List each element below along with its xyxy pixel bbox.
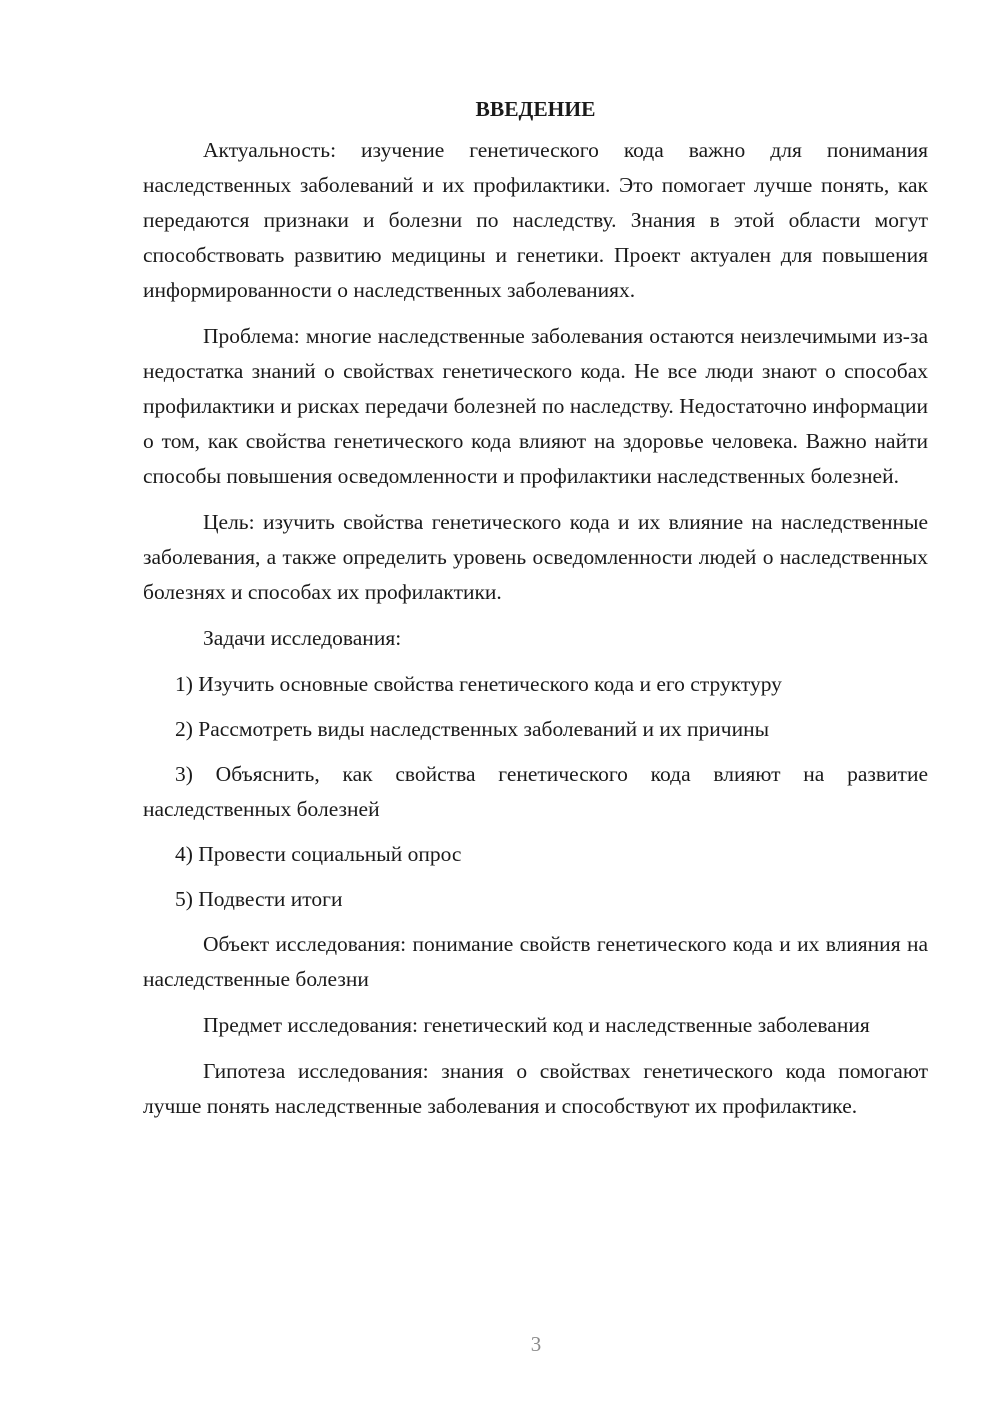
task-item: 1) Изучить основные свойства генетического кода и его структуру <box>175 672 782 696</box>
subject-paragraph: Предмет исследования: генетический код и наследственные заболевания <box>203 1013 870 1037</box>
tasks-label: Задачи исследования: <box>203 626 402 650</box>
object-paragraph: Объект исследования: понимание свойств генетического кода и их влияния на наследственные болезни <box>143 932 928 991</box>
section-title: ВВЕДЕНИЕ <box>475 97 596 121</box>
task-item: 5) Подвести итоги <box>175 887 343 911</box>
hypothesis-paragraph: Гипотеза исследования: знания о свойствах генетического кода помогают лучше понять наследственные заболевания и способствуют их профилактике. <box>143 1059 928 1118</box>
document-body <box>143 92 928 1135</box>
tasks-list <box>143 667 928 917</box>
task-item: 2) Рассмотреть виды наследственных заболеваний и их причины <box>175 717 770 741</box>
goal-paragraph: Цель: изучить свойства генетического кода и их влияние на наследственные заболевания, а также определить уровень осведомленности людей о наследственных болезнях и способах их профилактики. <box>143 510 928 604</box>
page-number: 3 <box>530 1332 542 1356</box>
problem-paragraph: Проблема: многие наследственные заболевания остаются неизлечимыми из-за недостатка знаний о свойствах генетического кода. Не все люди знают о способах профилактики и рисках передачи болезней по наследству. Недостаточно информации о том, как свойства генетического кода влияют на здоровье человека. Важно найти способы повышения осведомленности и профилактики наследственных болезней. <box>143 324 928 488</box>
task-item: 3) Объяснить, как свойства генетического кода влияют на развитие наследственных болезней <box>143 762 928 821</box>
relevance-paragraph: Актуальность: изучение генетического кода важно для понимания наследственных заболеваний и их профилактики. Это помогает лучше понять, как передаются признаки и болезни по наследству. Знания в этой области могут способствовать развитию медицины и генетики. Проект актуален для повышения информированности о наследственных заболеваниях. <box>143 138 928 302</box>
task-item: 4) Провести социальный опрос <box>175 842 462 866</box>
